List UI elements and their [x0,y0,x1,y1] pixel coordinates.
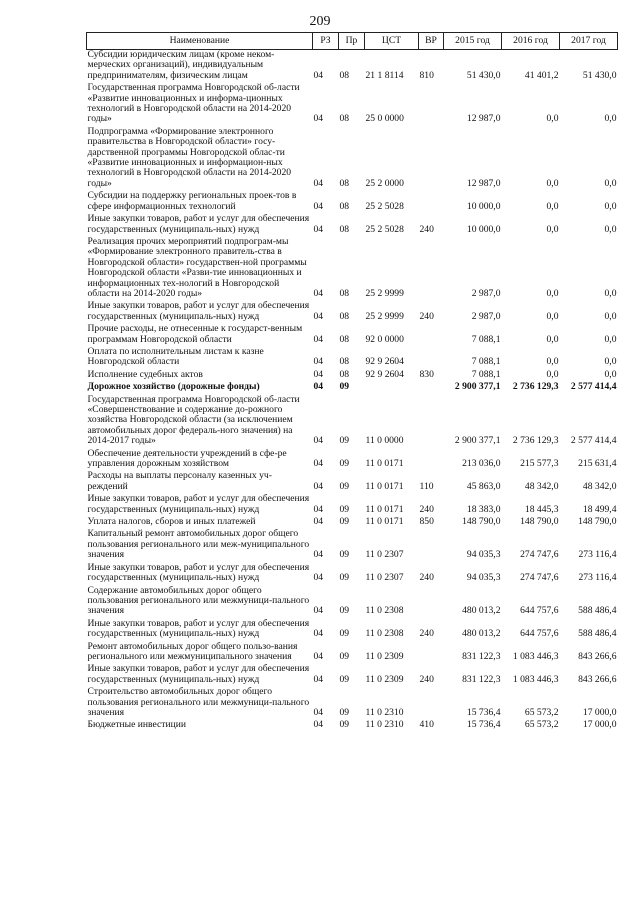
row-cst: 25 2 0000 [365,177,404,189]
row-2015: 7 088,1 [471,333,501,345]
row-rz: 04 [313,706,324,718]
row-name: Оплата по исполнительным листам к казне Новгородской области [87,345,264,368]
row-2015: 2 987,0 [471,287,501,299]
row-2016: 18 445,3 [524,503,559,515]
row-2016: 1 083 446,3 [512,650,559,662]
row-pr: 09 [339,605,350,617]
row-2015: 51 430,0 [466,69,501,81]
row-cst: 92 9 2604 [365,356,404,368]
row-name: Ремонт автомобильных дорог общего пользо-вания регионального или межмуниципального значения [87,640,298,662]
row-cst: 11 0 0171 [365,458,404,470]
row-2015: 15 736,4 [466,706,501,718]
header-name: Наименование [87,33,313,50]
row-name: Капитальный ремонт автомобильных дорог общего пользования регионального или меж-муниципального значения [87,528,310,561]
table-row [87,237,618,301]
row-pr: 09 [339,673,350,685]
table-row [87,214,618,237]
row-name: Бюджетные инвестиции [87,719,186,731]
row-cst: 25 2 9999 [365,310,404,322]
table-row [87,324,618,347]
row-2015: 18 383,0 [466,503,501,515]
row-cst: 11 0 2307 [365,572,404,584]
row-2015: 831 122,3 [462,650,501,662]
row-2016: 0,0 [546,200,559,212]
row-pr: 09 [339,549,350,561]
row-2016: 2 736 129,3 [512,435,559,447]
row-pr: 09 [339,381,350,393]
row-vr [419,324,444,347]
row-name: Иные закупки товаров, работ и услуг для обеспечения государственных (муниципаль-ных) нужд [87,663,310,685]
row-name: Субсидии на поддержку региональных проек-тов в сфере информационных технологий [87,190,297,212]
row-cst: 25 2 5028 [365,200,404,212]
row-2017: 0,0 [604,177,617,189]
row-name: Обеспечение деятельности учреждений в сфе-ре управления дорожным хозяйством [87,447,287,470]
row-2016: 0,0 [546,368,559,380]
row-2016: 0,0 [546,310,559,322]
row-rz: 04 [313,177,324,189]
row-rz: 04 [313,503,324,515]
row-2015: 7 088,1 [471,368,501,380]
row-2016: 0,0 [546,333,559,345]
row-vr [419,347,444,370]
row-rz: 04 [313,650,324,662]
row-2016: 65 573,2 [524,719,559,731]
row-vr: 240 [419,628,434,640]
row-name: Подпрограмма «Формирование электронного правительства в Новгородской области» госу-дарственной программы Новгородской облас-ти «Развитие инновационных и информацион-ных технологий в Новгородской области на 2014-2020 годы» [87,125,292,189]
row-2015: 7 088,1 [471,356,501,368]
row-2015: 480 013,2 [462,605,501,617]
table-row [87,720,618,732]
row-vr [419,529,444,562]
row-2015: 213 036,0 [462,458,501,470]
row-pr: 08 [339,113,350,125]
row-pr: 09 [339,435,350,447]
row-2015: 12 987,0 [466,113,501,125]
row-2017: 0,0 [604,223,617,235]
row-vr: 240 [419,223,434,235]
row-vr: 240 [419,503,434,515]
row-cst: 11 0 2310 [365,706,404,718]
row-2017: 843 266,6 [578,650,617,662]
row-cst: 11 0 2308 [365,628,404,640]
header-2016: 2016 год [502,33,560,50]
table-row [87,449,618,472]
row-pr: 08 [339,333,350,345]
row-2015: 10 000,0 [466,223,501,235]
row-rz: 04 [313,310,324,322]
row-name: Государственная программа Новгородской об-ласти «Развитие инновационных и информа-ционных технологий в Новгородской области на 2014-2020 годы» [87,82,300,125]
row-cst: 11 0 2307 [365,549,404,561]
row-name: Строительство автомобильных дорог общего пользования регионального или межмуници-пального значения [87,686,310,718]
row-rz: 04 [313,223,324,235]
header-vr: ВР [419,33,444,50]
row-2017: 0,0 [604,287,617,299]
row-2017: 273 116,4 [578,572,617,584]
budget-table [86,32,618,733]
row-name: Расходы на выплаты персоналу казенных уч-реждений [87,470,272,492]
row-2015: 148 790,0 [462,516,501,528]
row-2017: 0,0 [604,310,617,322]
row-2015: 2 987,0 [471,310,501,322]
row-rz: 04 [313,673,324,685]
row-2015: 94 035,3 [466,572,501,584]
row-vr [419,382,444,394]
row-2015: 2 900 377,1 [454,435,501,447]
row-name: Уплата налогов, сборов и иных платежей [87,516,256,528]
row-rz: 04 [313,435,324,447]
row-2016: 0,0 [546,177,559,189]
row-cst: 11 0 2310 [365,719,404,731]
table-row [87,83,618,127]
row-pr: 09 [339,516,350,528]
row-vr: 110 [419,480,434,492]
row-2017: 0,0 [604,368,617,380]
row-pr: 08 [339,356,350,368]
row-vr: 240 [419,673,434,685]
row-pr: 09 [339,480,350,492]
row-2017: 2 577 414,4 [570,381,617,393]
row-rz: 04 [313,69,324,81]
table-row [87,471,618,494]
row-name: Прочие расходы, не отнесенные к государст-венным программам Новгородской области [87,323,303,345]
table-row [87,619,618,642]
row-rz: 04 [313,368,324,380]
row-pr: 09 [339,719,350,731]
table-body [87,50,618,733]
row-pr: 08 [339,287,350,299]
page-number: 209 [309,14,331,29]
row-cst: 11 0 0171 [365,516,404,528]
row-name: Исполнение судебных актов [87,368,203,380]
row-2015: 831 122,3 [462,673,501,685]
row-rz: 04 [313,333,324,345]
row-cst: 21 1 8114 [365,69,404,81]
table-row [87,563,618,586]
row-2017: 0,0 [604,333,617,345]
row-2017: 215 631,4 [578,458,617,470]
row-pr: 09 [339,572,350,584]
row-vr: 410 [419,719,434,731]
row-vr [419,395,444,449]
row-name: Иные закупки товаров, работ и услуг для обеспечения государственных (муниципаль-ных) нужд [87,561,310,584]
row-rz: 04 [313,287,324,299]
row-2016: 644 757,6 [520,605,559,617]
row-cst: 11 0 2309 [365,673,404,685]
row-2016: 65 573,2 [524,706,559,718]
row-2017: 588 486,4 [578,605,617,617]
row-rz: 04 [313,458,324,470]
row-cst: 11 0 0171 [365,503,404,515]
row-pr: 08 [339,310,350,322]
row-rz: 04 [313,480,324,492]
row-2017: 148 790,0 [578,516,617,528]
row-2016: 0,0 [546,287,559,299]
row-cst: 25 0 0000 [365,113,404,125]
row-cst: 11 0 2309 [365,650,404,662]
row-2016: 644 757,6 [520,628,559,640]
table-row [87,664,618,687]
row-name: Иные закупки товаров, работ и услуг для обеспечения государственных (муниципаль-ных) нужд [87,617,310,640]
row-2017: 0,0 [604,356,617,368]
row-2015: 12 987,0 [466,177,501,189]
row-pr: 08 [339,200,350,212]
row-vr [419,449,444,472]
row-rz: 04 [313,628,324,640]
row-rz: 04 [313,516,324,528]
row-cst: 11 0 0000 [365,435,404,447]
row-rz: 04 [313,381,324,393]
row-cst: 11 0 2308 [365,605,404,617]
row-2016: 48 342,0 [524,480,559,492]
row-2016: 2 736 129,3 [512,381,559,393]
header-cst: ЦСТ [365,33,419,50]
row-2017: 17 000,0 [582,706,617,718]
row-pr: 09 [339,458,350,470]
row-pr: 08 [339,223,350,235]
row-rz: 04 [313,605,324,617]
row-name: Иные закупки товаров, работ и услуг для обеспечения государственных (муниципаль-ных) нужд [87,493,310,515]
table-row [87,50,618,84]
row-2016: 0,0 [546,223,559,235]
row-rz: 04 [313,572,324,584]
row-vr: 240 [419,310,434,322]
row-pr: 09 [339,503,350,515]
row-2016: 274 747,6 [520,572,559,584]
row-vr [419,586,444,619]
table-row [87,494,618,517]
table-row [87,382,618,394]
row-2015: 94 035,3 [466,549,501,561]
row-2017: 17 000,0 [582,719,617,731]
row-vr [419,83,444,127]
row-2016: 0,0 [546,113,559,125]
row-vr [419,191,444,214]
row-2016: 148 790,0 [520,516,559,528]
row-name: Субсидии юридическим лицам (кроме неком-мерческих организаций), индивидуальным предпринимателям, физическим лицам [87,49,275,81]
row-pr: 09 [339,706,350,718]
row-vr [419,687,444,720]
row-rz: 04 [313,549,324,561]
row-name: Реализация прочих мероприятий подпрограм-мы «Формирование электронного правитель-ства в Новгородской области» государствен-ной программы Новгородской области «Разви-тие инновационных и информационных тех-нологий в Новгородской области на 2014-2020 годы» [87,235,307,299]
row-vr: 810 [419,69,434,81]
row-cst: 92 0 0000 [365,333,404,345]
row-vr: 830 [419,368,434,380]
row-2017: 273 116,4 [578,549,617,561]
row-name: Государственная программа Новгородской об-ласти «Совершенствование и содержание до-рожного хозяйства Новгородской области (за исключением автомобильных дорог федераль-ного значения) на 2014-2017 годы» [87,393,300,447]
row-cst: 25 2 9999 [365,287,404,299]
table-row [87,127,618,191]
row-rz: 04 [313,719,324,731]
row-name: Иные закупки товаров, работ и услуг для обеспечения государственных (муниципаль-ных) нужд [87,300,310,322]
table-row [87,529,618,562]
row-name: Дорожное хозяйство (дорожные фонды) [87,381,260,393]
row-2015: 10 000,0 [466,200,501,212]
row-2016: 274 747,6 [520,549,559,561]
row-2017: 18 499,4 [582,503,617,515]
row-cst: 92 9 2604 [365,368,404,380]
row-2015: 480 013,2 [462,628,501,640]
table-row [87,191,618,214]
row-2017: 48 342,0 [582,480,617,492]
header-pr: Пр [339,33,365,50]
table-row [87,586,618,619]
row-2017: 588 486,4 [578,628,617,640]
row-2016: 1 083 446,3 [512,673,559,685]
row-pr: 09 [339,650,350,662]
row-2016: 0,0 [546,356,559,368]
row-2015: 15 736,4 [466,719,501,731]
row-rz: 04 [313,356,324,368]
table-row [87,301,618,324]
row-pr: 08 [339,368,350,380]
header-2015: 2015 год [444,33,502,50]
row-2015: 45 863,0 [466,480,501,492]
table-row [87,642,618,665]
row-pr: 08 [339,69,350,81]
row-2017: 51 430,0 [582,69,617,81]
row-2017: 843 266,6 [578,673,617,685]
row-vr [419,642,444,665]
row-vr: 240 [419,572,434,584]
row-vr [419,237,444,301]
row-rz: 04 [313,113,324,125]
header-rz: РЗ [313,33,339,50]
row-cst [365,382,419,394]
table-row [87,395,618,449]
row-2017: 0,0 [604,113,617,125]
row-2016: 41 401,2 [524,69,559,81]
row-rz: 04 [313,200,324,212]
row-pr: 08 [339,177,350,189]
table-row [87,687,618,720]
row-vr: 850 [419,516,434,528]
row-2017: 2 577 414,4 [570,435,617,447]
header-2017: 2017 год [560,33,618,50]
row-cst: 25 2 5028 [365,223,404,235]
row-name: Содержание автомобильных дорог общего пользования регионального или межмуници-пального значения [87,584,310,617]
row-2015: 2 900 377,1 [454,381,501,393]
table-header-row [87,33,618,50]
row-2017: 0,0 [604,200,617,212]
row-2016: 215 577,3 [520,458,559,470]
row-pr: 09 [339,628,350,640]
row-name: Иные закупки товаров, работ и услуг для обеспечения государственных (муниципаль-ных) нужд [87,213,310,235]
row-cst: 11 0 0171 [365,480,404,492]
table-row [87,347,618,370]
row-vr [419,127,444,191]
